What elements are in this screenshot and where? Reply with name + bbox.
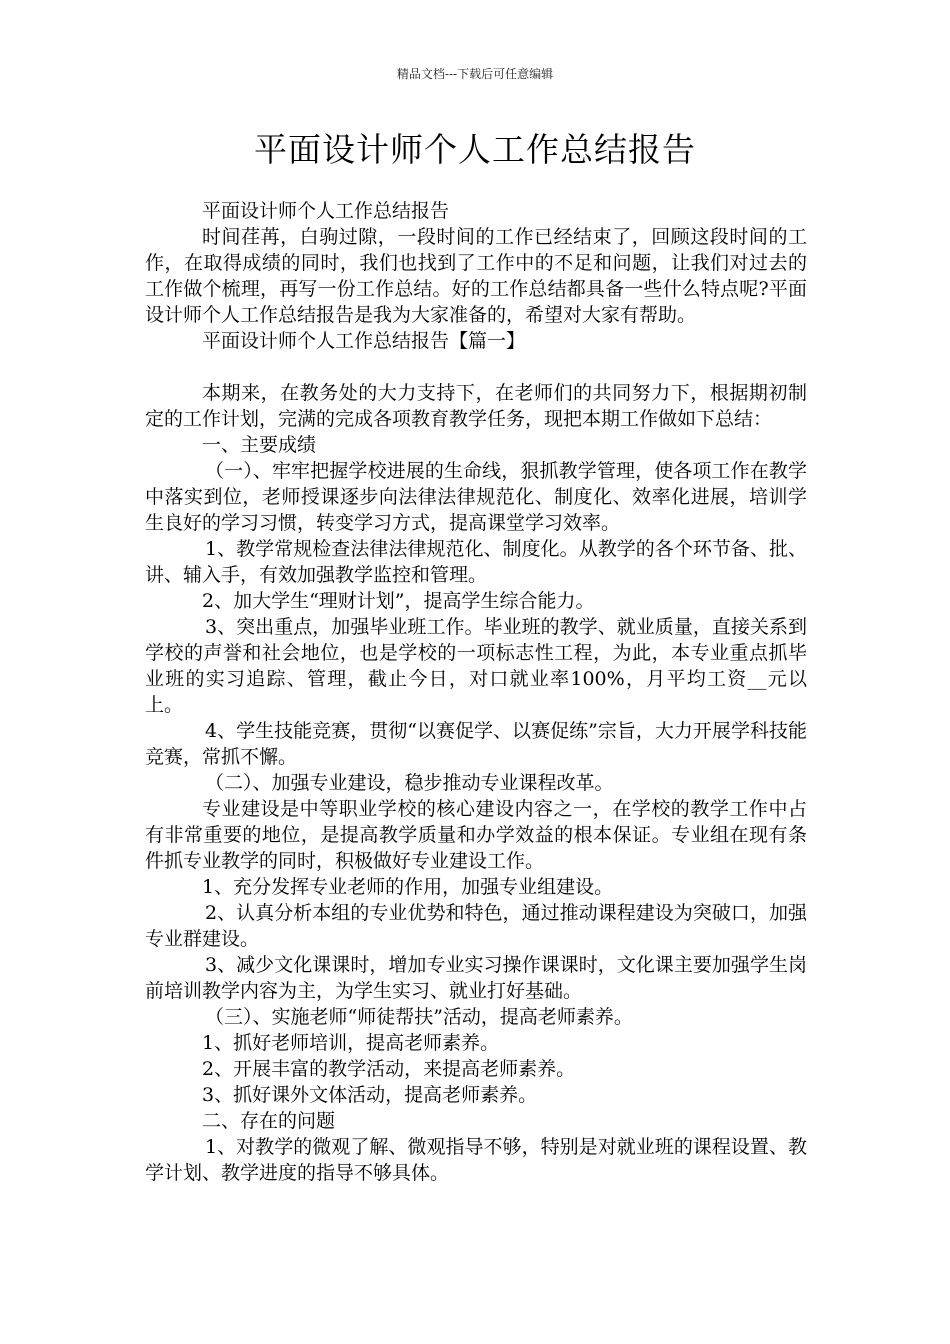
- paragraph: 1、对教学的微观了解、微观指导不够，特别是对就业班的课程设置、教学计划、教学进度的指导不够具体。: [145, 1136, 807, 1184]
- paragraph: （三）、实施老师“师徒帮扶”活动，提高老师素养。: [205, 1006, 633, 1028]
- page-header-note: 精品文档---下载后可任意编辑: [396, 67, 554, 81]
- paragraph: 1、抓好老师培训，提高老师素养。: [202, 1032, 500, 1054]
- paragraph: 3、突出重点，加强毕业班工作。毕业班的教学、就业质量，直接关系到学校的声誉和社会地位，也是学校的一项标志性工程，为此，本专业重点抓毕业班的实习追踪、管理，截止今日，对口就业率100%，月平均工资__元以上。: [145, 616, 807, 716]
- paragraph: 2、开展丰富的教学活动，来提高老师素养。: [202, 1058, 576, 1080]
- paragraph: 2、加大学生“理财计划”，提高学生综合能力。: [202, 590, 595, 612]
- paragraph: 专业建设是中等职业学校的核心建设内容之一，在学校的教学工作中占有非常重要的地位，是提高教学质量和办学效益的根本保证。专业组在现有条件抓专业教学的同时，积极做好专业建设工作。: [145, 798, 807, 872]
- paragraph-intro: 时间荏苒，白驹过隙，一段时间的工作已经结束了，回顾这段时间的工作，在取得成绩的同时，我们也找到了工作中的不足和问题，让我们对过去的工作做个梳理，再写一份工作总结。好的工作总结都具备一些什么特点呢?平面设计师个人工作总结报告是我为大家准备的，希望对大家有帮助。: [145, 226, 807, 326]
- blank-line: [145, 354, 807, 380]
- paragraph-heading: 二、存在的问题: [202, 1110, 336, 1132]
- paragraph-heading: 一、主要成绩: [202, 434, 317, 456]
- paragraph: 1、充分发挥专业老师的作用，加强专业组建设。: [202, 876, 614, 898]
- paragraph-section-heading: 平面设计师个人工作总结报告【篇一】: [202, 330, 526, 352]
- document-body: [145, 198, 807, 1186]
- document-title: 平面设计师个人工作总结报告: [254, 130, 696, 169]
- paragraph: 3、抓好课外文体活动，提高老师素养。: [202, 1084, 538, 1106]
- paragraph: 4、学生技能竞赛，贯彻“以赛促学、以赛促练”宗旨，大力开展学科技能竞赛，常抓不懈。: [145, 720, 807, 768]
- paragraph: 2、认真分析本组的专业优势和特色，通过推动课程建设为突破口，加强专业群建设。: [145, 902, 807, 950]
- paragraph: 本期来，在教务处的大力支持下，在老师们的共同努力下，根据期初制定的工作计划，完满的完成各项教育教学任务，现把本期工作做如下总结：: [145, 382, 807, 430]
- paragraph: （二）、加强专业建设，稳步推动专业课程改革。: [205, 772, 614, 794]
- paragraph: （一）、牢牢把握学校进展的生命线，狠抓教学管理，使各项工作在教学中落实到位，老师授课逐步向法律法律规范化、制度化、效率化进展，培训学生良好的学习习惯，转变学习方式，提高课堂学习效率。: [145, 460, 807, 534]
- paragraph-subtitle: 平面设计师个人工作总结报告: [202, 200, 450, 222]
- paragraph: 3、减少文化课课时，增加专业实习操作课课时，文化课主要加强学生岗前培训教学内容为主，为学生实习、就业打好基础。: [145, 954, 807, 1002]
- paragraph: 1、教学常规检查法律法律规范化、制度化。从教学的各个环节备、批、讲、辅入手，有效加强教学监控和管理。: [145, 538, 807, 586]
